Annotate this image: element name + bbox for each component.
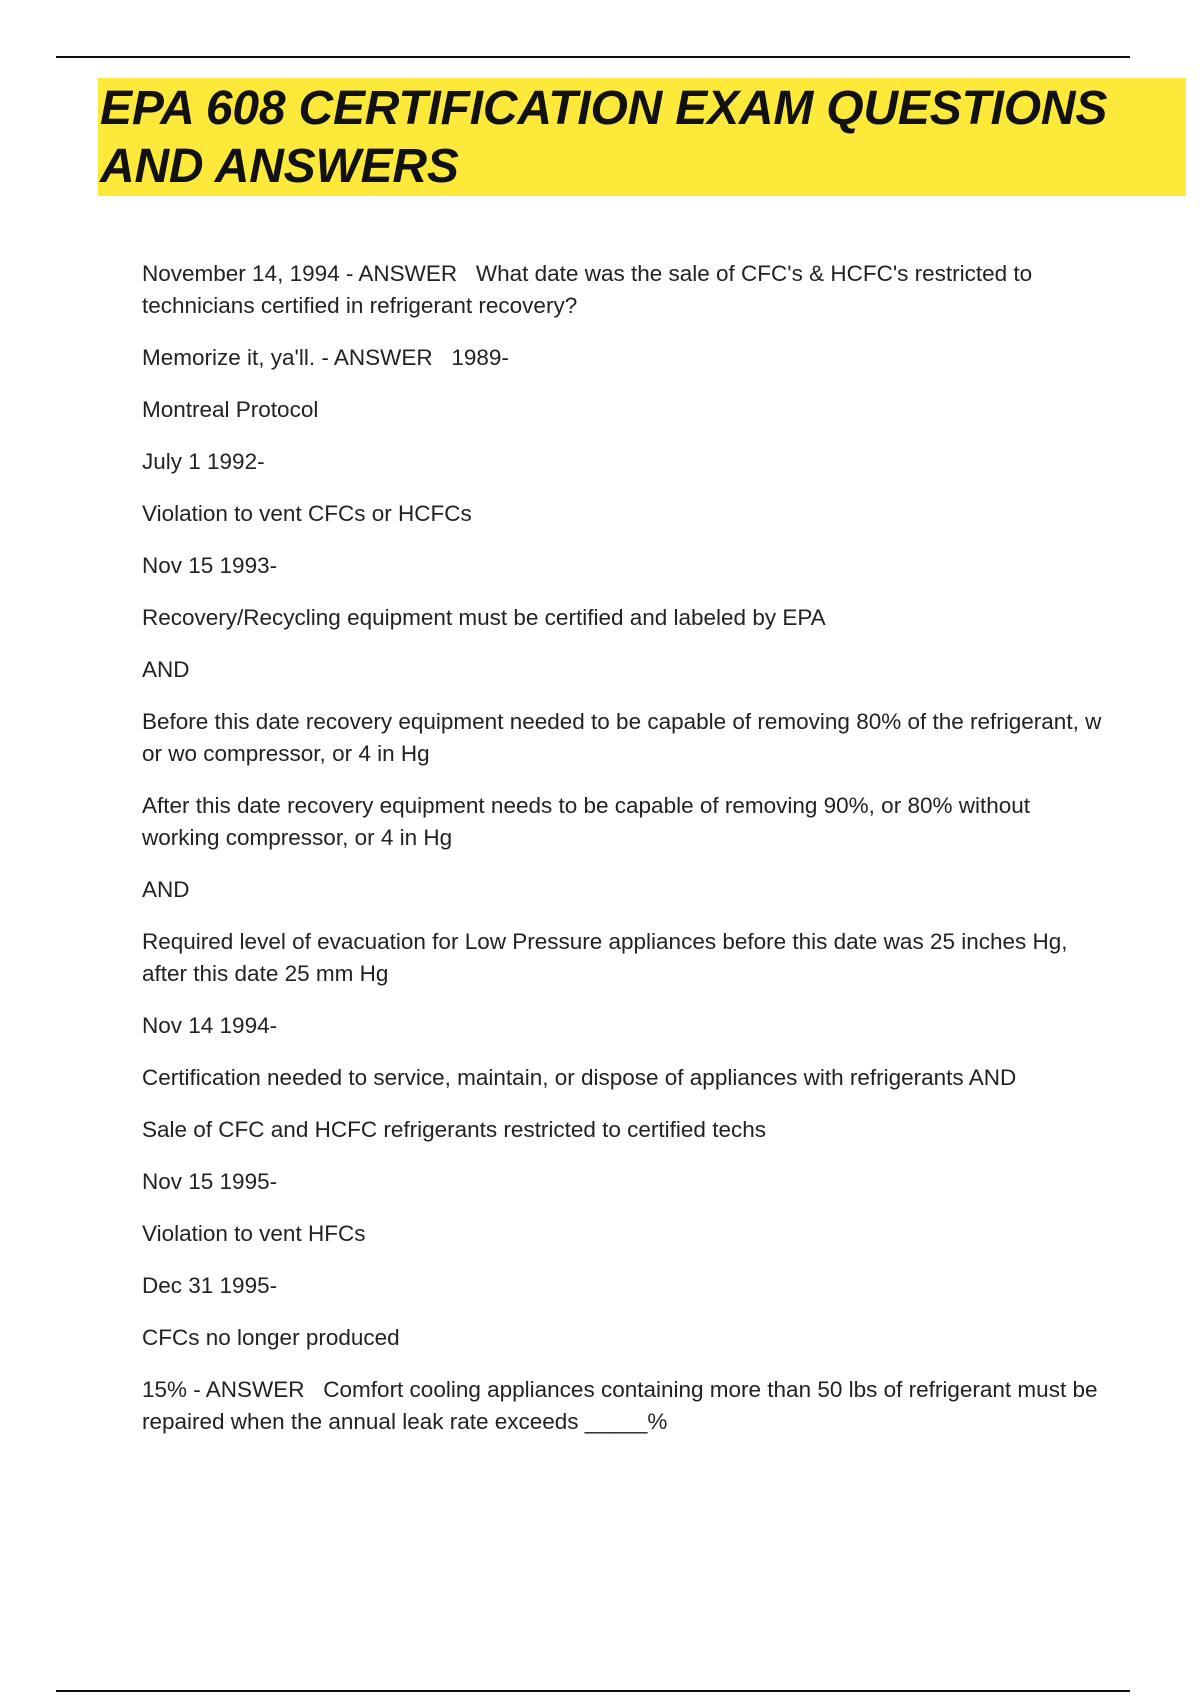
paragraph: Nov 15 1995- [142,1169,278,1194]
paragraph: Required level of evacuation for Low Pressure appliances before this date was 25 inches Hg, after this date 25 mm Hg [142,929,1074,986]
paragraph: Before this date recovery equipment needed to be capable of removing 80% of the refrigerant, w or wo compressor, or 4 in Hg [142,709,1108,766]
paragraph: Montreal Protocol [142,397,319,422]
paragraph: Recovery/Recycling equipment must be certified and labeled by EPA [142,605,826,630]
paragraph: Sale of CFC and HCFC refrigerants restricted to certified techs [142,1117,766,1142]
paragraph: Nov 14 1994- [142,1013,278,1038]
paragraph: Violation to vent HFCs [142,1221,366,1246]
document-title-line-2: AND ANSWERS [100,140,459,193]
paragraph: AND [142,657,190,682]
paragraph: Violation to vent CFCs or HCFCs [142,501,472,526]
document-title-line-1: EPA 608 CERTIFICATION EXAM QUESTIONS [100,82,1108,135]
paragraph: Memorize it, ya'll. - ANSWER 1989- [142,345,509,370]
footer-rule [56,1690,1130,1692]
paragraph: July 1 1992- [142,449,265,474]
document-body [142,258,1108,1458]
paragraph: Certification needed to service, maintain, or dispose of appliances with refrigerants AND [142,1065,1017,1090]
paragraph: 15% - ANSWER Comfort cooling appliances containing more than 50 lbs of refrigerant must be repaired when the annual leak rate exceeds _____% [142,1377,1104,1434]
paragraph: CFCs no longer produced [142,1325,400,1350]
header-rule [56,56,1130,58]
title-highlight [98,78,1186,196]
paragraph: AND [142,877,190,902]
paragraph: After this date recovery equipment needs to be capable of removing 90%, or 80% without working compressor, or 4 in Hg [142,793,1037,850]
paragraph: Dec 31 1995- [142,1273,278,1298]
paragraph: November 14, 1994 - ANSWER What date was the sale of CFC's & HCFC's restricted to technicians certified in refrigerant recovery? [142,261,1039,318]
paragraph: Nov 15 1993- [142,553,278,578]
document-title [100,78,1186,196]
